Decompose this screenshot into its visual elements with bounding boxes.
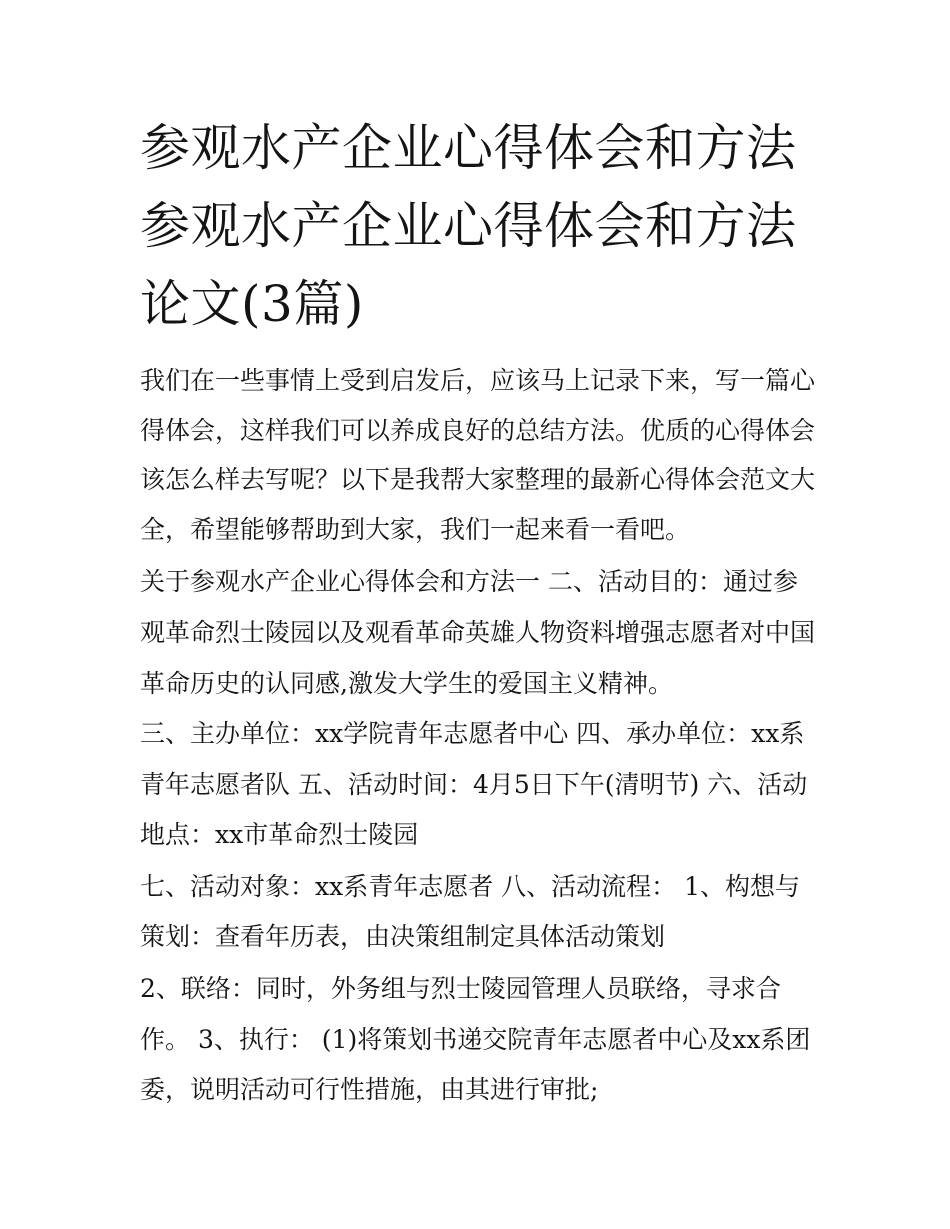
paragraph-line: 委，说明活动可行性措施，由其进行审批; (140, 1075, 599, 1104)
paragraph-line: 青年志愿者队 五、活动时间：4月5日下午(清明节) 六、活动 (140, 770, 808, 799)
paragraph-line: 全，希望能够帮助到大家，我们一起来看一看吧。 (140, 515, 691, 544)
paragraph-line: 地点：xx市革命烈士陵园 (140, 820, 419, 849)
paragraph-line: 作。 3、执行： (1)将策划书递交院青年志愿者中心及xx系团 (140, 1025, 811, 1054)
document-title-line-2: 参观水产企业心得体会和方法 (140, 197, 797, 255)
paragraph-line: 2、联络：同时，外务组与烈士陵园管理人员联络，寻求合 (140, 974, 781, 1003)
paragraph-line: 该怎么样去写呢？以下是我帮大家整理的最新心得体会范文大 (140, 465, 816, 494)
paragraph-line: 七、活动对象：xx系青年志愿者 八、活动流程： 1、构想与 (140, 872, 800, 901)
paragraph-line: 策划：查看年历表，由决策组制定具体活动策划 (140, 922, 666, 951)
paragraph-line: 关于参观水产企业心得体会和方法一 二、活动目的：通过参 (140, 567, 798, 596)
document-title-line-3: 论文(3篇) (140, 275, 364, 333)
document-title-line-1: 参观水产企业心得体会和方法 (140, 119, 797, 177)
paragraph-line: 我们在一些事情上受到启发后，应该马上记录下来，写一篇心 (140, 366, 816, 395)
paragraph-line: 得体会，这样我们可以养成良好的总结方法。优质的心得体会 (140, 416, 816, 445)
paragraph-line: 革命历史的认同感,激发大学生的爱国主义精神。 (140, 669, 673, 698)
paragraph-line: 三、主办单位：xx学院青年志愿者中心 四、承办单位：xx系 (140, 719, 805, 748)
paragraph-line: 观革命烈士陵园以及观看革命英雄人物资料增强志愿者对中国 (140, 618, 816, 647)
